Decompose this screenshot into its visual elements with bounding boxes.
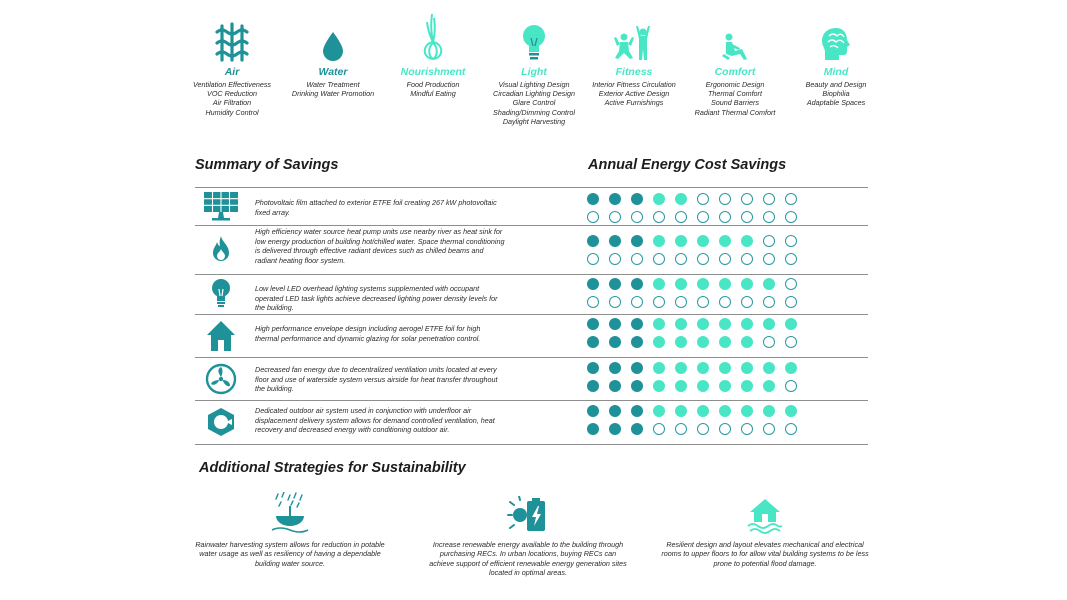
rating-dot-light [719, 362, 731, 374]
rating-dot-empty [763, 235, 775, 247]
category-item: Adaptable Spaces [806, 98, 866, 108]
rating-dot-light [763, 380, 775, 392]
strategy-text: Increase renewable energy available to the building through purchasing RECs. In urban locations, buying RECs can achieve support of efficient renewable energy generation sites located in optimal areas. [429, 540, 627, 577]
rating-dot-empty [697, 296, 709, 308]
rating-dot-empty [785, 336, 797, 348]
rating-dot-light [763, 405, 775, 417]
rating-dot-light [763, 362, 775, 374]
category-item: Ergonomic Design [705, 80, 765, 89]
rating-dot-light [741, 405, 753, 417]
rating-dot-light [697, 405, 709, 417]
rating-dot-empty [785, 235, 797, 247]
dot-rating-line [587, 318, 797, 330]
dot-rating-line [587, 235, 797, 247]
flame-icon [210, 235, 232, 263]
rating-dot-light [653, 235, 665, 247]
rating-dot-light [697, 380, 709, 392]
water-drop-icon [320, 30, 346, 62]
rating-dot-light [653, 193, 665, 205]
category-title: Air [224, 66, 240, 78]
additional-title: Additional Strategies for Sustainability [199, 460, 466, 476]
rating-dot-empty [609, 296, 621, 308]
savings-row-heat-pump [195, 225, 868, 274]
category-item: Daylight Harvesting [502, 116, 566, 126]
rainwater-icon [270, 492, 310, 534]
rating-dot-empty [587, 253, 599, 265]
rating-dot-empty [653, 211, 665, 223]
category-item: Food Production [406, 80, 460, 89]
rating-dot-empty [763, 423, 775, 435]
rating-dot-light [741, 318, 753, 330]
rating-dot-light [697, 278, 709, 290]
rating-dot-empty [719, 253, 731, 265]
dot-rating-line [587, 423, 797, 435]
rating-dot-empty [697, 423, 709, 435]
category-item: Sound Barriers [711, 98, 759, 108]
rating-dot-dark [587, 423, 599, 435]
rating-dot-empty [763, 253, 775, 265]
dot-rating-line [587, 405, 797, 417]
savings-row-text: Photovoltaic film attached to exterior ETFE foil creating 267 kW photovoltaic fixed array. [255, 198, 497, 217]
category-item: Humidity Control [205, 107, 259, 117]
rating-dot-dark [631, 318, 643, 330]
rating-dot-empty [719, 296, 731, 308]
rating-dot-empty [675, 253, 687, 265]
category-item: Interior Fitness Circulation [592, 80, 676, 89]
rating-dot-dark [587, 278, 599, 290]
rating-dot-light [763, 318, 775, 330]
rating-dot-dark [587, 318, 599, 330]
rating-dot-empty [785, 423, 797, 435]
rating-dot-dark [631, 235, 643, 247]
rating-dot-dark [587, 405, 599, 417]
savings-row-outdoor-air [195, 400, 868, 444]
fan-icon [205, 363, 237, 395]
dot-rating-line [587, 193, 797, 205]
category-title: Mind [823, 66, 849, 78]
sitting-person-icon [720, 32, 750, 62]
category-title: Light [521, 66, 547, 78]
category-title: Fitness [615, 66, 653, 78]
rating-dot-dark [631, 423, 643, 435]
category-item: Shading/Dimming Control [493, 107, 575, 117]
rating-dot-empty [719, 193, 731, 205]
savings-row-text: Dedicated outdoor air system used in conjunction with underfloor air displacement delivery system allows for demand controlled ventilation, heat recovery and decreased energy with conditioning outdoor air. [255, 406, 495, 434]
rating-dot-empty [763, 296, 775, 308]
category-item: Glare Control [512, 98, 556, 108]
rating-dot-light [653, 380, 665, 392]
dot-rating-line [587, 278, 797, 290]
rating-dot-dark [631, 380, 643, 392]
divider [195, 444, 868, 445]
rating-dot-light [675, 336, 687, 348]
rating-dot-empty [697, 253, 709, 265]
rating-dot-empty [631, 211, 643, 223]
rating-dot-dark [631, 193, 643, 205]
dot-rating-line [587, 211, 797, 223]
rating-dot-light [741, 380, 753, 392]
rating-dot-empty [697, 193, 709, 205]
rating-dot-light [763, 278, 775, 290]
savings-dots [587, 235, 797, 271]
onion-icon [418, 12, 448, 62]
rating-dot-empty [675, 296, 687, 308]
rating-dot-dark [609, 380, 621, 392]
rating-dot-dark [609, 278, 621, 290]
rating-dot-light [719, 380, 731, 392]
rating-dot-dark [609, 362, 621, 374]
lightbulb-icon [521, 24, 547, 62]
rating-dot-light [653, 318, 665, 330]
category-item: Thermal Comfort [708, 89, 762, 99]
dot-rating-line [587, 336, 797, 348]
rating-dot-empty [719, 211, 731, 223]
rating-dot-empty [675, 423, 687, 435]
category-item: Radiant Thermal Comfort [694, 107, 776, 117]
rating-dot-empty [741, 193, 753, 205]
strategy-text: Rainwater harvesting system allows for reduction in potable water usage as well as resiliency of having a dependable building water source. [195, 540, 385, 568]
rating-dot-dark [631, 278, 643, 290]
rating-dot-empty [653, 296, 665, 308]
rating-dot-light [675, 193, 687, 205]
dot-rating-line [587, 362, 797, 374]
strategy-rainwater [195, 488, 385, 568]
rating-dot-light [741, 336, 753, 348]
rating-dot-empty [587, 296, 599, 308]
savings-row-led-lighting [195, 274, 868, 314]
savings-row-envelope [195, 314, 868, 357]
rating-dot-dark [609, 423, 621, 435]
category-item: Air Filtration [212, 98, 252, 108]
category-item: Mindful Eating [410, 89, 456, 99]
dot-rating-line [587, 380, 797, 392]
rating-dot-dark [609, 318, 621, 330]
rating-dot-empty [785, 211, 797, 223]
rating-dot-light [675, 380, 687, 392]
rating-dot-light [697, 318, 709, 330]
rating-dot-dark [587, 380, 599, 392]
category-item: Circadian Lighting Design [493, 89, 575, 99]
rating-dot-light [675, 235, 687, 247]
rating-dot-dark [587, 336, 599, 348]
rating-dot-light [785, 362, 797, 374]
strategy-flood-resilience [660, 488, 870, 568]
rating-dot-dark [631, 362, 643, 374]
rating-dot-light [719, 278, 731, 290]
rating-dot-empty [631, 253, 643, 265]
savings-dots [587, 193, 797, 229]
rating-dot-empty [785, 296, 797, 308]
rating-dot-light [785, 318, 797, 330]
rating-dot-empty [653, 253, 665, 265]
rating-dot-light [697, 362, 709, 374]
rating-dot-light [675, 405, 687, 417]
rating-dot-light [675, 362, 687, 374]
rating-dot-dark [631, 405, 643, 417]
savings-row-text: Decreased fan energy due to decentralized ventilation units located at every floor and use of waterside system versus airside for heat transfer throughout the building. [255, 365, 498, 393]
rating-dot-dark [609, 235, 621, 247]
savings-row-photovoltaic [195, 187, 868, 225]
rating-dot-empty [741, 296, 753, 308]
rating-dot-dark [609, 405, 621, 417]
rating-dot-light [741, 278, 753, 290]
category-item: Drinking Water Promotion [291, 89, 375, 99]
rating-dot-light [741, 235, 753, 247]
dot-rating-line [587, 253, 797, 265]
category-item: Ventilation Effectiveness [192, 80, 272, 89]
wind-icon [215, 22, 249, 62]
rating-dot-empty [785, 253, 797, 265]
rating-dot-empty [763, 336, 775, 348]
category-title: Water [318, 66, 348, 78]
rating-dot-light [719, 235, 731, 247]
rating-dot-light [785, 405, 797, 417]
rating-dot-light [697, 336, 709, 348]
category-item: Active Furnishings [604, 98, 664, 108]
renewable-energy-icon [507, 496, 549, 534]
rating-dot-empty [741, 211, 753, 223]
rating-dot-light [675, 278, 687, 290]
rating-dot-light [719, 405, 731, 417]
category-item: VOC Reduction [207, 89, 257, 99]
rating-dot-light [653, 336, 665, 348]
category-item: Beauty and Design [805, 80, 867, 89]
rating-dot-empty [609, 253, 621, 265]
category-mind [771, 10, 901, 108]
rating-dot-light [675, 318, 687, 330]
category-item: Exterior Active Design [598, 89, 670, 99]
rating-dot-light [719, 336, 731, 348]
savings-row-text: High efficiency water source heat pump units use nearby river as heat sink for low energy production of building hot/chilled water. Space thermal conditioning is delivered through effective radiant devices such as chilled beams and radiant heating floor system. [255, 227, 505, 265]
rating-dot-light [741, 362, 753, 374]
savings-dots [587, 362, 797, 398]
rating-dot-dark [587, 235, 599, 247]
house-icon [206, 320, 236, 352]
rating-dot-empty [653, 423, 665, 435]
summary-title: Summary of Savings [195, 157, 339, 173]
fitness-people-icon [614, 26, 654, 62]
rating-dot-empty [587, 211, 599, 223]
rating-dot-empty [675, 211, 687, 223]
rating-dot-dark [609, 193, 621, 205]
category-item: Biophilia [822, 89, 850, 99]
solar-panel-icon [202, 190, 240, 222]
rating-dot-light [653, 405, 665, 417]
savings-dots [587, 278, 797, 314]
flood-house-icon [747, 496, 783, 534]
rating-dot-empty [719, 423, 731, 435]
rating-dot-empty [763, 211, 775, 223]
dot-rating-line [587, 296, 797, 308]
savings-dots [587, 318, 797, 354]
rating-dot-dark [631, 336, 643, 348]
savings-row-fan [195, 357, 868, 400]
rating-dot-light [697, 235, 709, 247]
rating-dot-empty [741, 253, 753, 265]
rating-dot-empty [741, 423, 753, 435]
head-mind-icon [820, 26, 852, 62]
strategy-renewable-energy [428, 488, 628, 577]
rating-dot-empty [785, 278, 797, 290]
category-title: Nourishment [400, 66, 466, 78]
rating-dot-light [719, 318, 731, 330]
led-bulb-icon [210, 278, 232, 310]
rating-dot-light [653, 362, 665, 374]
rating-dot-empty [763, 193, 775, 205]
category-title: Comfort [714, 66, 756, 78]
cost-savings-title: Annual Energy Cost Savings [588, 157, 787, 173]
rating-dot-empty [609, 211, 621, 223]
rating-dot-dark [587, 362, 599, 374]
rating-dot-empty [785, 380, 797, 392]
rating-dot-empty [631, 296, 643, 308]
rating-dot-empty [697, 211, 709, 223]
strategy-text: Resilient design and layout elevates mechanical and electrical rooms to upper floors to for allow vital building systems to be less prone to potential flood damage. [661, 540, 869, 568]
rating-dot-dark [587, 193, 599, 205]
rating-dot-empty [785, 193, 797, 205]
savings-row-text: High performance envelope design including aerogel ETFE foil for high thermal performance and dynamic glazing for solar penetration control. [255, 324, 481, 343]
rating-dot-light [653, 278, 665, 290]
rating-dot-dark [609, 336, 621, 348]
category-item: Water Treatment [306, 80, 360, 89]
savings-row-text: Low level LED overhead lighting systems supplemented with occupant operated LED task lights achieve decreased lighting power density levels for the building. [255, 284, 498, 312]
savings-dots [587, 405, 797, 441]
category-item: Visual Lighting Design [498, 80, 570, 89]
air-duct-icon [206, 407, 236, 437]
